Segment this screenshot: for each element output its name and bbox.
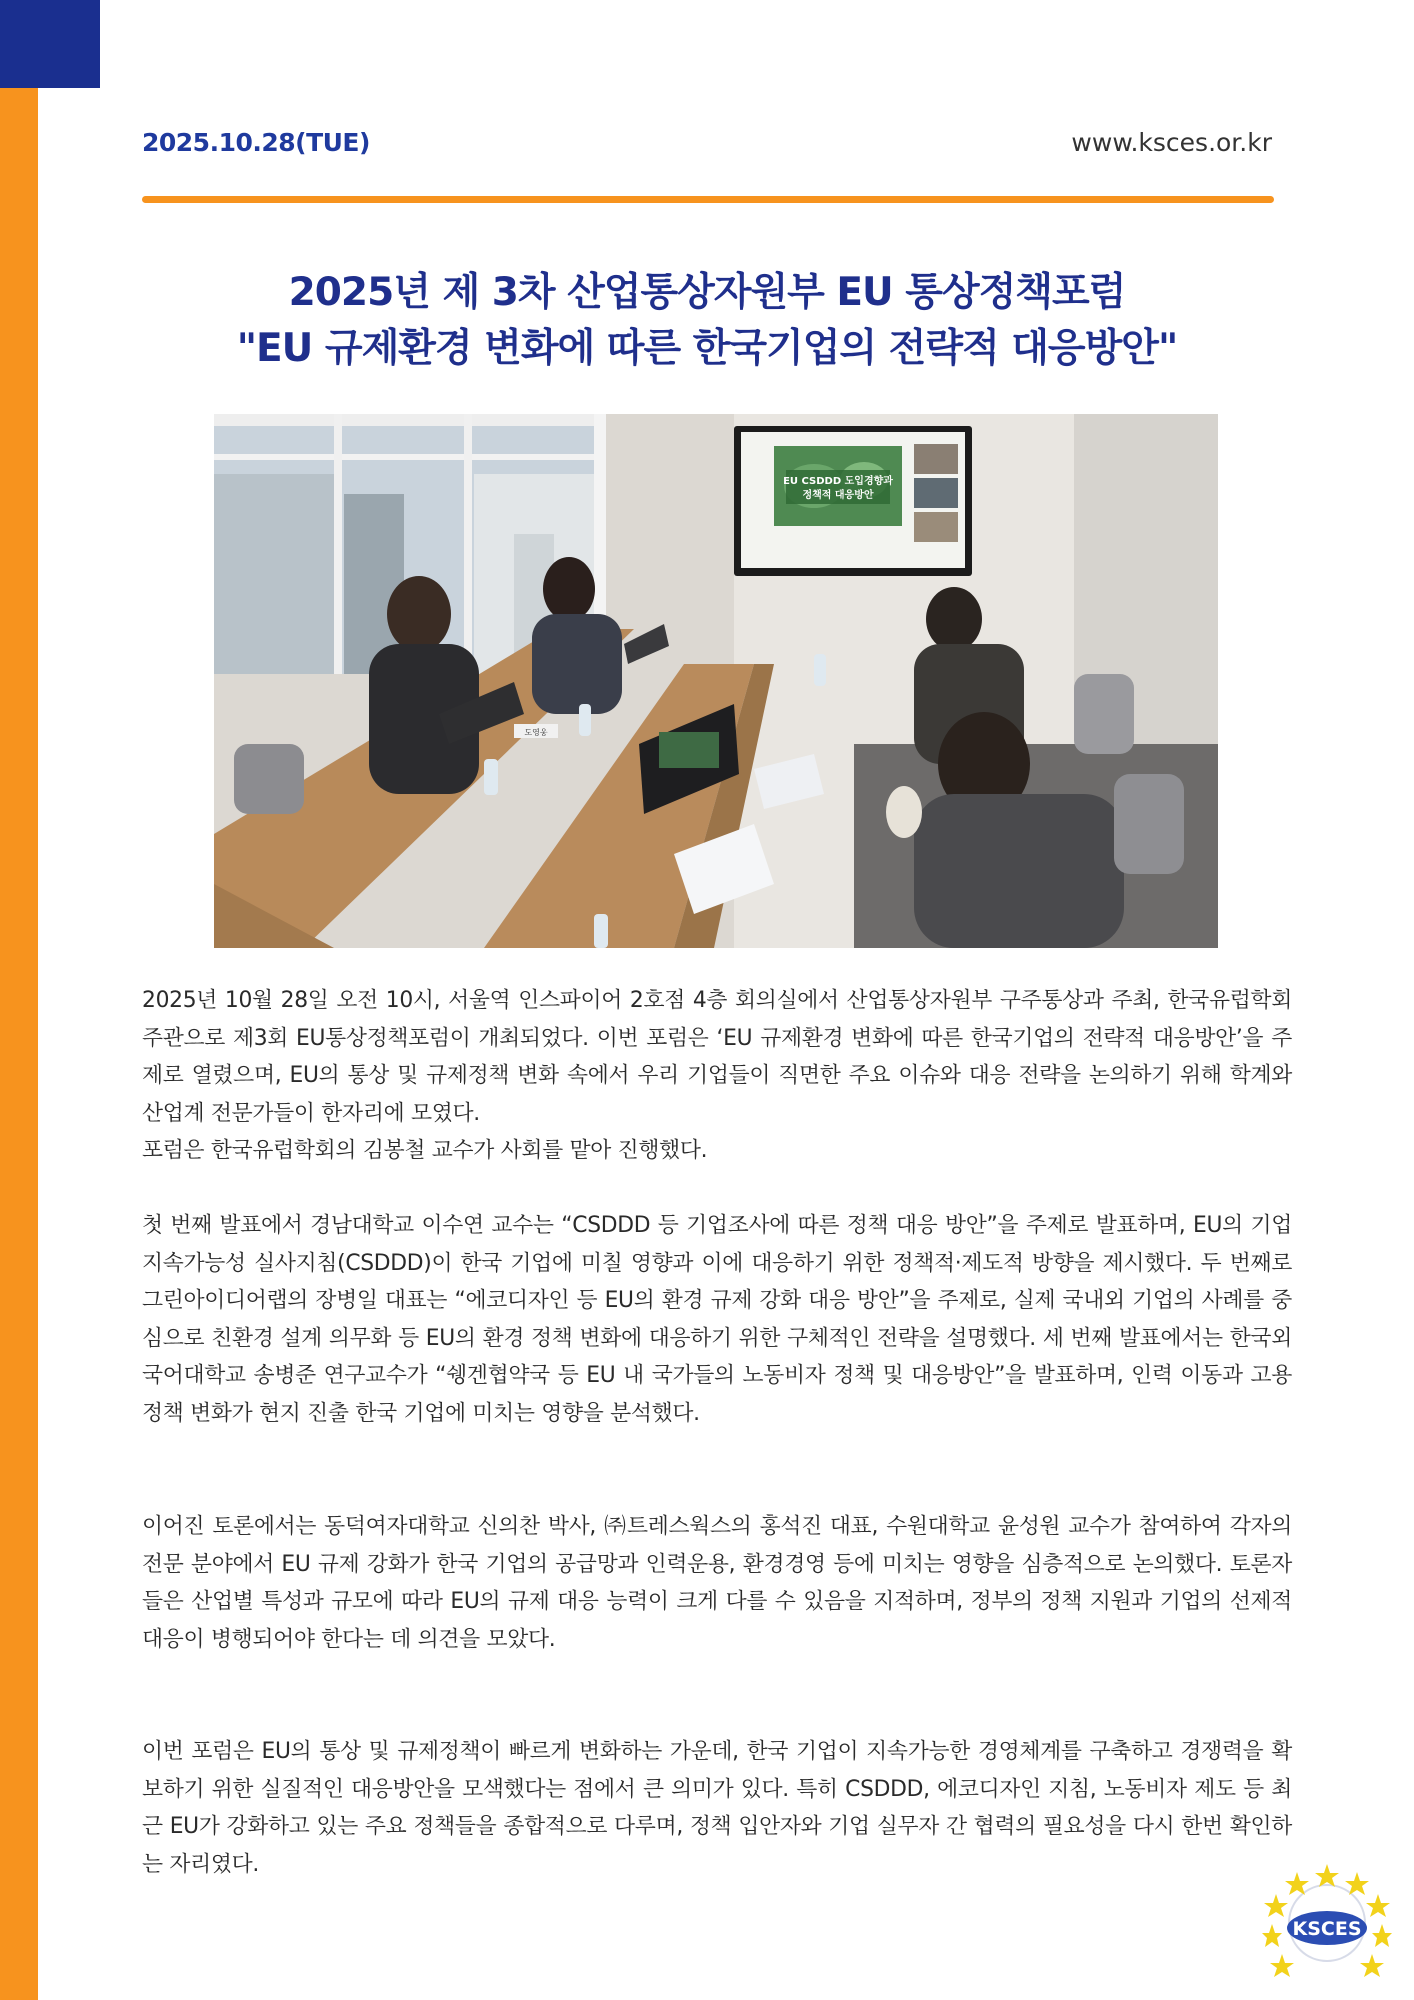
paragraph-2 xyxy=(142,1207,1292,1432)
header-website[interactable]: www.ksces.or.kr xyxy=(1071,128,1272,157)
forum-photo xyxy=(214,414,1218,948)
screen-title-line1: EU CSDDD 도입경향과 xyxy=(783,476,893,487)
ksces-logo xyxy=(1262,1858,1392,1988)
nameplate: 도영웅 xyxy=(524,728,548,737)
paragraph-1 xyxy=(142,982,1292,1170)
left-accent-bar xyxy=(0,0,38,2000)
paragraph-1-main: 2025년 10월 28일 오전 10시, 서울역 인스파이어 2호점 4층 회의실에서 산업통상자원부 구주통상과 주최, 한국유럽학회 주관으로 제3회 EU통상정책포럼이 개최되었다. 이번 포럼은 ‘EU 규제환경 변화에 따른 한국기업의 전략적 대응방안’을 주제로 열렸으며, EU의 통상 및 규제정책 변화 속에서 우리 기업들이 직면한 주요 이슈와 대응 전략을 논의하기 위해 학계와 산업계 전문가들이 한자리에 모였다. xyxy=(142,988,1292,1126)
page-title-line2: "EU 규제환경 변화에 따른 한국기업의 전략적 대응방안" xyxy=(236,326,1178,371)
paragraph-2-text: 첫 번째 발표에서 경남대학교 이수연 교수는 “CSDDD 등 기업조사에 따른 정책 대응 방안”을 주제로 발표하며, EU의 기업 지속가능성 실사지침(CSDDD)이 한국 기업에 미칠 영향과 이에 대응하기 위한 정책적·제도적 방향을 제시했다. 두 번째로 그린아이디어랩의 장병일 대표는 “에코디자인 등 EU의 환경 규제 강화 대응 방안”을 주제로, 실제 국내외 기업의 사례를 중심으로 친환경 설계 의무화 등 EU의 환경 정책 변화에 대응하기 위한 구체적인 전략을 설명했다. 세 번째 발표에서는 한국외국어대학교 송병준 연구교수가 “쉥겐협약국 등 EU 내 국가들의 노동비자 정책 및 대응방안”을 발표하며, 인력 이동과 고용정책 변화가 현지 진출 한국 기업에 미치는 영향을 분석했다. xyxy=(142,1213,1292,1426)
paragraph-4 xyxy=(142,1733,1292,1883)
logo-text: KSCES xyxy=(1292,1918,1362,1940)
paragraph-3 xyxy=(142,1508,1292,1658)
paragraph-4-text: 이번 포럼은 EU의 통상 및 규제정책이 빠르게 변화하는 가운데, 한국 기업이 지속가능한 경영체계를 구축하고 경쟁력을 확보하기 위한 실질적인 대응방안을 모색했다는 점에서 큰 의미가 있다. 특히 CSDDD, 에코디자인 지침, 노동비자 제도 등 최근 EU가 강화하고 있는 주요 정책들을 종합적으로 다루며, 정책 입안자와 기업 실무자 간 협력의 필요성을 다시 한번 확인하는 자리였다. xyxy=(142,1739,1292,1877)
header-date: 2025.10.28(TUE) xyxy=(142,128,370,157)
corner-block xyxy=(0,0,100,88)
screen-title-line2: 정책적 대응방안 xyxy=(802,490,874,501)
wall-screen xyxy=(734,426,972,576)
header-divider xyxy=(142,196,1274,203)
page-title-line1: 2025년 제 3차 산업통상자원부 EU 통상정책포럼 xyxy=(288,270,1126,315)
paragraph-1-moderator: 포럼은 한국유럽학회의 김봉철 교수가 사회를 맡아 진행했다. xyxy=(142,1138,708,1163)
paragraph-3-text: 이어진 토론에서는 동덕여자대학교 신의찬 박사, ㈜트레스웍스의 홍석진 대표, 수원대학교 윤성원 교수가 참여하여 각자의 전문 분야에서 EU 규제 강화가 한국 기업의 공급망과 인력운용, 환경경영 등에 미치는 영향을 심층적으로 논의했다. 토론자들은 산업별 특성과 규모에 따라 EU의 규제 대응 능력이 크게 다를 수 있음을 지적하며, 정부의 정책 지원과 기업의 선제적 대응이 병행되어야 한다는 데 의견을 모았다. xyxy=(142,1514,1292,1652)
